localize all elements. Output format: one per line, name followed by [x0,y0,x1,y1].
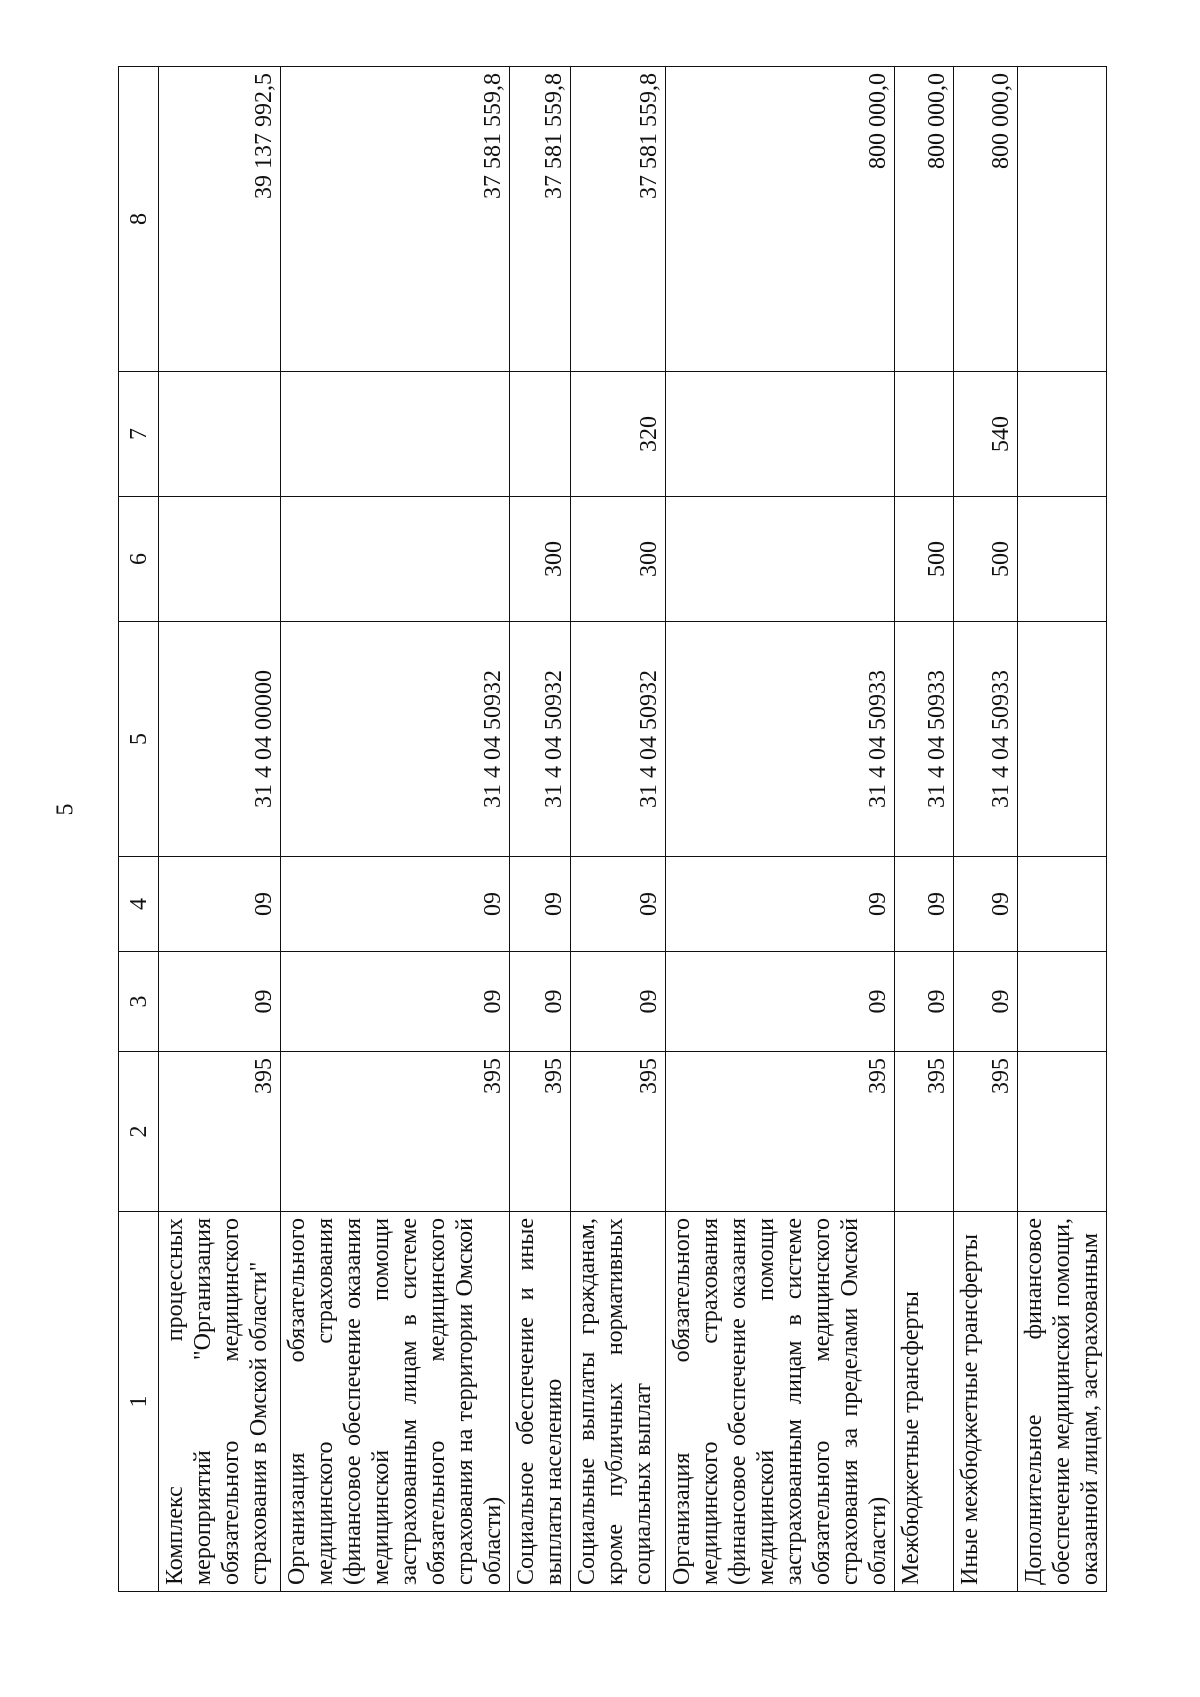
expense-group-cell: 300 [510,497,571,622]
amount-cell: 800 000,0 [954,67,1018,372]
row-name-cell: Организация обязательного медицинского страхования (финансовое обеспечение оказания медицинской помощи застрахованным лицам в системе обязательного медицинского страхования за пределами Омской области) [666,1212,895,1592]
header-cell: 4 [119,857,159,952]
target-article-cell: 31 4 04 50933 [666,622,895,857]
header-cell: 6 [119,497,159,622]
section-cell: 09 [666,952,895,1052]
expense-group-cell [159,497,281,622]
section-cell: 09 [571,952,666,1052]
expense-group-cell [1018,497,1107,622]
expense-type-cell [895,372,954,497]
subsection-cell: 09 [666,857,895,952]
code-cell: 395 [159,1052,281,1212]
header-cell: 5 [119,622,159,857]
code-cell: 395 [895,1052,954,1212]
expense-type-cell: 320 [571,372,666,497]
table-row [954,67,1018,1592]
row-name-cell: Социальные выплаты гражданам, кроме публичных нормативных социальных выплат [571,1212,666,1592]
subsection-cell: 09 [281,857,510,952]
code-cell: 395 [954,1052,1018,1212]
row-name-cell: Иные межбюджетные трансферты [954,1212,1018,1592]
expense-type-cell [281,372,510,497]
target-article-cell: 31 4 04 50933 [954,622,1018,857]
header-cell: 7 [119,372,159,497]
target-article-cell [1018,622,1107,857]
row-name-cell: Комплекс процессных мероприятий "Организация обязательного медицинского страхования в Омской области" [159,1212,281,1592]
subsection-cell: 09 [571,857,666,952]
expense-type-cell [510,372,571,497]
table-row [666,67,895,1592]
expense-type-cell: 540 [954,372,1018,497]
section-cell: 09 [159,952,281,1052]
code-cell: 395 [510,1052,571,1212]
section-cell [1018,952,1107,1052]
header-cell: 8 [119,67,159,372]
section-cell: 09 [510,952,571,1052]
amount-cell: 800 000,0 [666,67,895,372]
expense-type-cell [1018,372,1107,497]
subsection-cell: 09 [895,857,954,952]
code-cell [1018,1052,1107,1212]
code-cell: 395 [571,1052,666,1212]
row-name-cell: Межбюджетные трансферты [895,1212,954,1592]
table-row [571,67,666,1592]
amount-cell: 37 581 559,8 [571,67,666,372]
expense-group-cell: 500 [954,497,1018,622]
budget-table-wrapper [118,67,1103,1592]
section-cell: 09 [281,952,510,1052]
target-article-cell: 31 4 04 00000 [159,622,281,857]
expense-type-cell [666,372,895,497]
amount-cell: 37 581 559,8 [510,67,571,372]
target-article-cell: 31 4 04 50932 [281,622,510,857]
target-article-cell: 31 4 04 50932 [510,622,571,857]
table-row [1018,67,1107,1592]
expense-group-cell [281,497,510,622]
budget-table [118,66,1107,1592]
table-row [281,67,510,1592]
table-row [510,67,571,1592]
row-name-cell: Социальное обеспечение и иные выплаты населению [510,1212,571,1592]
page-number: 5 [52,803,79,816]
section-cell: 09 [895,952,954,1052]
table-header-row [119,67,159,1592]
row-name-cell: Организация обязательного медицинского страхования (финансовое обеспечение оказания медицинской помощи застрахованным лицам в системе обязательного медицинского страхования на территории Омской области) [281,1212,510,1592]
code-cell: 395 [281,1052,510,1212]
target-article-cell: 31 4 04 50932 [571,622,666,857]
expense-group-cell: 300 [571,497,666,622]
subsection-cell: 09 [159,857,281,952]
expense-group-cell: 500 [895,497,954,622]
expense-type-cell [159,372,281,497]
subsection-cell [1018,857,1107,952]
section-cell: 09 [954,952,1018,1052]
expense-group-cell [666,497,895,622]
amount-cell: 39 137 992,5 [159,67,281,372]
table-row [895,67,954,1592]
subsection-cell: 09 [510,857,571,952]
amount-cell [1018,67,1107,372]
row-name-cell: Дополнительное финансовое обеспечение медицинской помощи, оказанной лицам, застрахованным [1018,1212,1107,1592]
header-cell: 1 [119,1212,159,1592]
header-cell: 3 [119,952,159,1052]
amount-cell: 37 581 559,8 [281,67,510,372]
table-row [159,67,281,1592]
code-cell: 395 [666,1052,895,1212]
target-article-cell: 31 4 04 50933 [895,622,954,857]
amount-cell: 800 000,0 [895,67,954,372]
header-cell: 2 [119,1052,159,1212]
subsection-cell: 09 [954,857,1018,952]
